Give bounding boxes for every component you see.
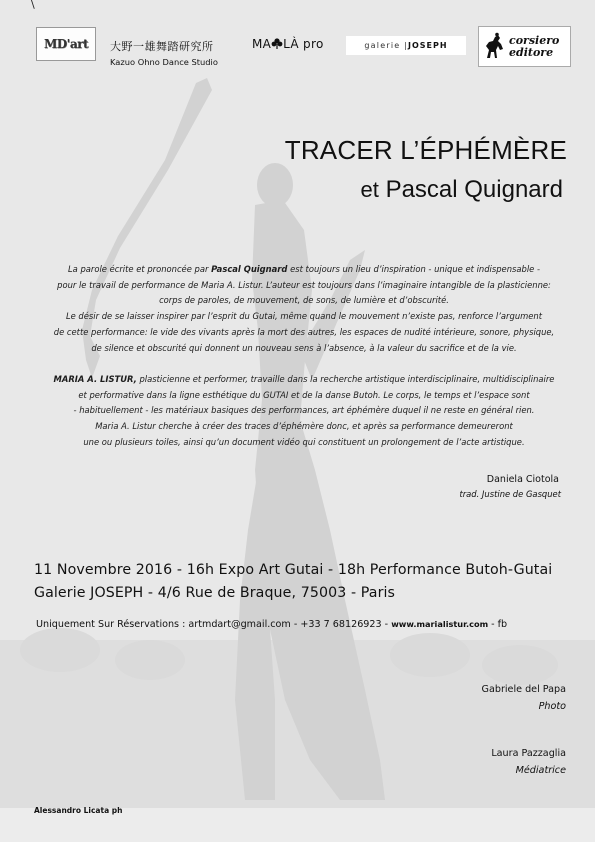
mala-pro-logo-part2: LÀ pro (283, 37, 324, 51)
intro-line-3: corps de paroles, de mouvement, de sons, de lumière et d’obscurité. (159, 295, 449, 306)
intro-line-1-start: La parole écrite et prononcée par (67, 264, 212, 274)
intro-line-4: Le désir de se laisser inspirer par l’esprit du Gutai, même quand le mouvement n’existe pas, renforce l’argument (65, 311, 543, 322)
subtitle-et: et (360, 177, 379, 202)
editore-word: editore (509, 45, 554, 59)
artist-line-3: - habituellement - les matériaux basiques des performances, art éphémère duquel il ne reste en général rien. (73, 405, 535, 416)
kazuo-ohno-logo (110, 38, 235, 67)
event-date-line: 11 Novembre 2016 - 16h Expo Art Gutai - 18h Performance Butoh-Gutai (34, 562, 553, 578)
kazuo-ohno-japanese: 大野一雄舞踏研究所 (110, 40, 214, 53)
kazuo-ohno-english: Kazuo Ohno Dance Studio (110, 57, 218, 67)
corsiero-editore-logo (478, 26, 571, 67)
mala-flower-icon (271, 38, 283, 49)
galerie-joseph-logo (346, 36, 466, 55)
horse-rider-icon (483, 32, 505, 62)
subtitle-author: Pascal Quignard (385, 176, 563, 203)
contact-separator: - (488, 619, 498, 630)
artist-line-4: Maria A. Listur cherche à créer des traces d’éphémère donc, et après sa performance demeureront (95, 421, 513, 432)
facebook-link[interactable]: fb (497, 619, 508, 630)
corsiero-word: corsiero (509, 33, 560, 47)
credit-role: Photo (538, 701, 566, 712)
credit-role: Médiatrice (515, 765, 566, 776)
galerie-joseph-name: JOSEPH (408, 41, 448, 50)
artist-line-2: et performative dans la ligne esthétique du GUTAI et de la danse Butoh. Le corps, le temps et l’espace sont (78, 389, 530, 400)
contact-separator: - (381, 619, 392, 630)
artist-line-5: une ou plusieurs toiles, ainsi qu’un document vidéo qui constituent un prolongement de l’acte artistique. (83, 436, 525, 447)
corner-mark: \ (31, 0, 35, 11)
phone-number: +33 7 68126923 (300, 619, 382, 630)
page-subtitle (361, 176, 563, 204)
galerie-joseph-prefix: galerie | (364, 41, 409, 50)
website-link[interactable]: www.marialistur.com (391, 619, 489, 629)
artist-line-1 (28, 372, 580, 388)
photo-credit: Alessandro Licata ph (34, 806, 123, 815)
intro-line-6: de silence et obscurité qui donnent un nouveau sens à l’absence, à la valeur du sacrifice et de la vie. (91, 342, 517, 353)
author-name-emphasis: Pascal Quignard (211, 264, 288, 274)
signature-translation: trad. Justine de Gasquet (459, 489, 561, 499)
intro-line-1 (28, 262, 580, 278)
intro-line-1-end: est toujours un lieu d’inspiration - unique et indispensable - (287, 264, 540, 274)
intro-line-5: de cette performance: le vide des vivants après la mort des autres, les espaces de nudité intérieure, sonore, physique, (53, 326, 555, 337)
signature-name: Daniela Ciotola (486, 474, 559, 485)
reservation-contact (36, 619, 507, 630)
intro-line-2: pour le travail de performance de Maria A. Listur. L’auteur est toujours dans l’imaginaire intangible de la plasticienne: (57, 279, 551, 290)
mala-pro-logo-part1: MA (252, 37, 272, 51)
credit-name: Gabriele del Papa (481, 684, 566, 695)
intro-paragraph (28, 262, 580, 356)
artist-line-1-end: plasticienne et performer, travaille dans la recherche artistique interdisciplinaire, multidisciplinaire (136, 374, 555, 384)
email-link[interactable]: artmdart@gmail.com (188, 619, 291, 630)
reservation-prefix: Uniquement Sur Réservations : (36, 619, 189, 630)
artist-paragraph (28, 372, 580, 451)
mala-pro-logo (252, 37, 324, 51)
event-location-line: Galerie JOSEPH - 4/6 Rue de Braque, 75003 - Paris (34, 585, 396, 601)
mdart-logo-text: MD'art (43, 37, 88, 51)
page-title: TRACER L’ÉPHÉMÈRE (284, 135, 567, 165)
mdart-logo (36, 27, 96, 61)
credit-name: Laura Pazzaglia (491, 748, 566, 759)
artist-name-emphasis: MARIA A. LISTUR, (53, 374, 137, 384)
contact-separator: - (290, 619, 301, 630)
